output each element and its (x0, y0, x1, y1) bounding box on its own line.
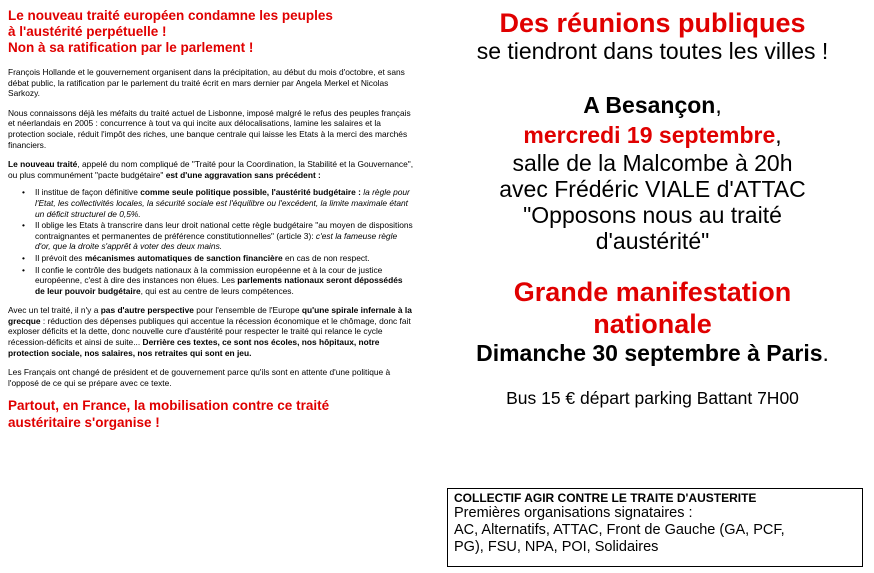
manif-date: Dimanche 30 septembre à Paris. (476, 340, 829, 366)
paragraph-3: Le nouveau traité, appelé du nom compliqué de "Traité pour la Coordination, la Stabilité et la Gouvernance", ou plus communément "pacte budgétaire" est d'une aggravation sans précédent : (8, 159, 414, 180)
list-item: • Il institue de façon définitive comme seule politique possible, l'austérité budgétaire : la règle pour l'Etat, les collectivités locales, la sécurité sociale est l'équilibre ou l'excédent, la limite maximale étant un déficit structurel de 0,5%. (22, 187, 414, 219)
signatories-box (447, 488, 863, 567)
collectif-title: COLLECTIF AGIR CONTRE LE TRAITE D'AUSTERITE (454, 491, 757, 505)
manif-title-1: Grande manifestation (513, 277, 792, 307)
city-line: A Besançon, (583, 92, 722, 118)
signatories-line-1: AC, Alternatifs, ATTAC, Front de Gauche (GA, PCF, (454, 522, 785, 538)
meetings-title: Des réunions publiques (499, 8, 806, 38)
date-line: mercredi 19 septembre, (523, 122, 782, 148)
talk-title-2: d'austérité" (595, 228, 710, 254)
meetings-subtitle: se tiendront dans toutes les villes ! (476, 38, 829, 64)
paragraph-1: François Hollande et le gouvernement organisent dans la précipitation, au début du mois d'octobre, et sans débat public, la ratification par le parlement du traité écrit en mars dernier par Angela Merkel et Nicolas Sarkozy. (8, 67, 405, 99)
speaker-line: avec Frédéric VIALE d'ATTAC (499, 176, 806, 202)
list-item: • Il prévoit des mécanismes automatiques de sanction financière en cas de non respect. (22, 253, 414, 264)
list-item: • Il confie le contrôle des budgets nationaux à la commission européenne et à la cour de justice européenne, c'est à dire des instances non élues. Les parlements nationaux seront dépossédés de leur pouvoir budgétaire, qui est au centre de leurs compétences. (22, 265, 414, 297)
bus-info: Bus 15 € départ parking Battant 7H00 (506, 388, 799, 408)
list-item: • Il oblige les Etats à transcrire dans leur droit national cette règle budgétaire "au moyen de dispositions contraignantes et permanentes de préférence constitutionnelles" (article 3): c'est la fameuse règle d'or, que la droite s'apprêt à voter des deux mains. (22, 220, 414, 252)
right-column (440, 8, 865, 408)
manif-title-2: nationale (593, 309, 712, 339)
venue-line: salle de la Malcombe à 20h (512, 150, 793, 176)
paragraph-2: Nous connaissons déjà les méfaits du traité actuel de Lisbonne, imposé malgré le refus des peuples français et néerlandais en 2005 : concurrence à tout va qui incite aux délocalisations, lamine les salaires et la protection sociale, réduit l'impôt des riches, une banque centrale qui laisse les Etats à la merci des marchés financiers. (8, 107, 411, 150)
footer-call: Partout, en France, la mobilisation contre ce traité austéritaire s'organise ! (8, 398, 330, 431)
talk-title-1: "Opposons nous au traité (523, 202, 782, 228)
signatories-intro: Premières organisations signataires : (454, 505, 693, 521)
bullet-list (22, 187, 414, 296)
signatories-line-2: PG), FSU, NPA, POI, Solidaires (454, 539, 659, 555)
headline: Le nouveau traité européen condamne les peuples à l'austérité perpétuelle ! Non à sa ratification par le parlement ! (8, 8, 333, 55)
paragraph-5: Les Français ont changé de président et de gouvernement parce qu'ils sont en attente d'une politique à l'opposé de ce qui se prépare avec ce texte. (8, 367, 391, 388)
paragraph-4: Avec un tel traité, il n'y a pas d'autre perspective pour l'ensemble de l'Europe qu'une spirale infernale à la grecque : réduction des dépenses publiques qui accentue la récession économique et le chômage, donc fait exploser déficits et la dette, donc nouvelle cure d'austérité pour respecter le traité qui relance le cycle récession-déficits et ainsi de suite... Derrière ces textes, ce sont nos écoles, nos hôpitaux, notre protection sociale, nos salaires, nos retraites qui sont en jeu. (8, 305, 412, 358)
left-column (8, 8, 414, 431)
